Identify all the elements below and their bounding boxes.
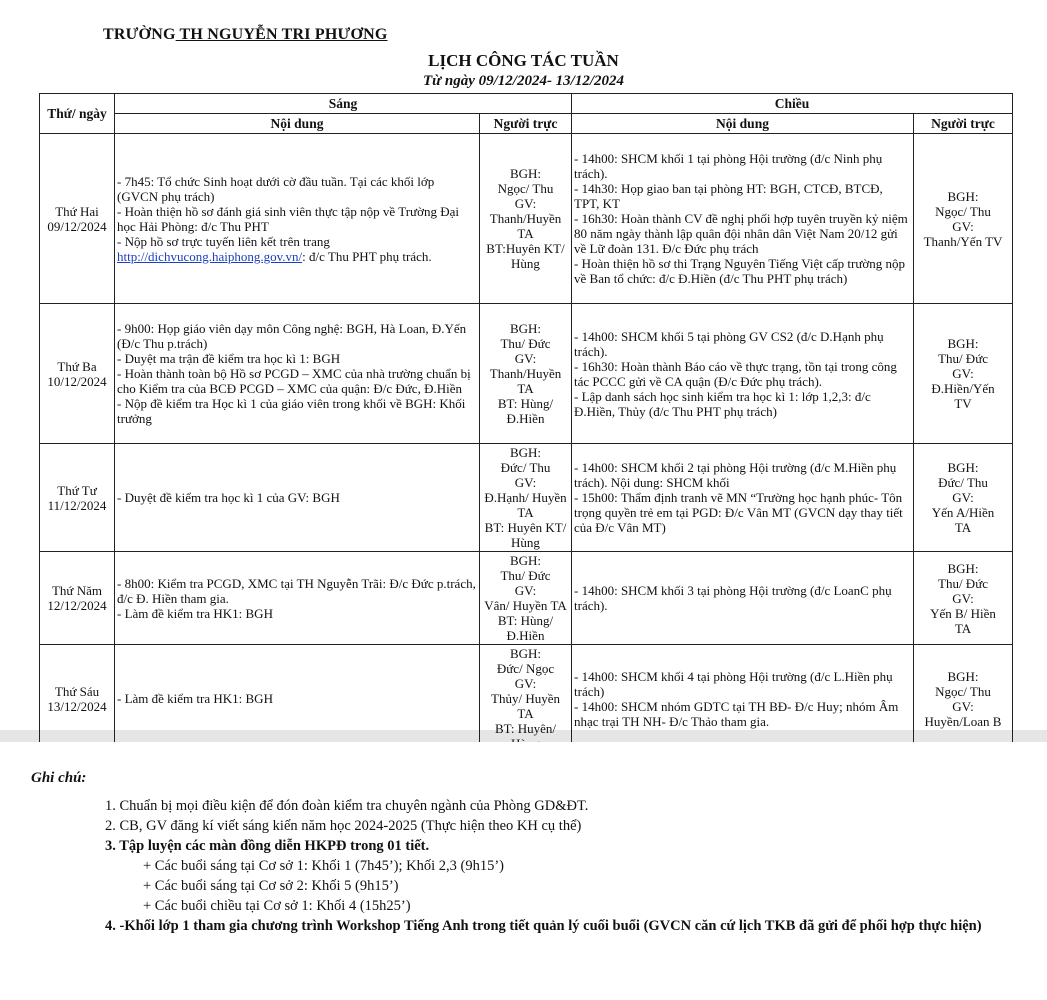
date-range: Từ ngày 09/12/2024- 13/12/2024 <box>422 73 625 89</box>
cell-line: GV: <box>514 583 537 598</box>
cell-line: BGH: <box>509 553 542 568</box>
cell-line: 13/12/2024 <box>47 698 107 714</box>
portal-link[interactable]: http://dichvucong.haiphong.gov.vn/ <box>117 248 303 264</box>
afternoon-duty-cell <box>914 552 1013 645</box>
cell-line: Thứ Hai <box>55 203 99 219</box>
afternoon-duty-cell <box>914 304 1013 444</box>
cell-line: Đức/ Thu <box>500 460 551 475</box>
cell-line: TA <box>954 620 972 636</box>
afternoon-content-cell <box>572 645 914 753</box>
cell-line: - 14h00: SHCM khối 2 tại phòng Hội trường (đ/c M.Hiền phụ trách). Nội dung: SHCM khối <box>574 460 897 490</box>
cell-line: BGH: <box>509 166 542 181</box>
cell-line: - 14h00: SHCM khối 1 tại phòng Hội trường (đ/c Ninh phụ trách). <box>574 151 883 181</box>
cell-line: Thứ Ba <box>57 358 97 374</box>
cell-line: Thu/ Đức <box>938 351 989 366</box>
cell-line: - Lập danh sách học sinh kiểm tra học kì 1: lớp 1,2,3: đ/c Đ.Hiền, Thủy (đ/c Thu PHT phụ trách) <box>574 388 871 419</box>
cell-line: BGH: <box>947 460 979 475</box>
schedule-row <box>40 304 1013 444</box>
cell-line: GV: <box>514 351 537 366</box>
cell-line: GV: <box>952 366 974 381</box>
note-item: + Các buổi chiều tại Cơ sở 1: Khối 4 (15h25’) <box>143 898 411 914</box>
cell-line: TV <box>954 396 972 411</box>
header-afternoon: Chiều <box>572 94 1013 114</box>
cell-line: BGH: <box>509 646 542 661</box>
note-item: + Các buổi sáng tại Cơ sở 2: Khối 5 (9h15’) <box>143 878 399 894</box>
schedule-table <box>39 93 1013 753</box>
header-afternoon-duty: Người trực <box>914 114 1013 134</box>
cell-line: Thứ Sáu <box>54 683 100 699</box>
cell-line: - 8h00: Kiểm tra PCGD, XMC tại TH Nguyễn Trãi: Đ/c Đức p.trách, đ/c Đ. Hiền tham gia. <box>117 575 476 606</box>
school-name <box>103 26 388 44</box>
cell-line: 12/12/2024 <box>47 598 107 613</box>
cell-line: BGH: <box>947 560 979 576</box>
cell-line: - 14h00: SHCM nhóm GDTC tại TH BĐ- Đ/c Huy; nhóm Âm nhạc trại TH NH- Đ/c Thảo tham gia. <box>574 698 899 729</box>
morning-duty-cell <box>480 304 572 444</box>
schedule-row <box>40 134 1013 304</box>
cell-line: BGH: <box>509 321 542 336</box>
day-cell <box>40 134 115 304</box>
cell-line: GV: <box>952 698 974 714</box>
cell-line: Thứ Năm <box>51 583 102 598</box>
note-item: 2. CB, GV đăng kí viết sáng kiến năm học 2024-2025 (Thực hiện theo KH cụ thể) <box>105 818 582 834</box>
morning-content-cell <box>115 444 480 552</box>
cell-line: - Duyệt ma trận đề kiểm tra học kì 1: BGH <box>117 351 341 366</box>
cell-line: GV: <box>952 590 974 606</box>
morning-content-cell <box>115 134 480 304</box>
morning-duty-cell <box>480 552 572 645</box>
cell-line: Thủy/ Huyền TA <box>491 691 560 721</box>
cell-line: Đ.Hạnh/ Huyền <box>484 490 567 505</box>
cell-line: Yến A/Hiền <box>931 505 995 520</box>
afternoon-duty-cell <box>914 134 1013 304</box>
header-morning: Sáng <box>115 94 572 114</box>
afternoon-duty-cell <box>914 645 1013 753</box>
header-afternoon-content: Nội dung <box>572 114 914 134</box>
day-cell <box>40 304 115 444</box>
cell-line: - 16h30: Hoàn thành Báo cáo về thực trạng, tồn tại trong công tác PCCC gửi về CA quận (Đ/c Đức phụ trách). <box>574 358 897 389</box>
afternoon-content-cell <box>572 134 914 304</box>
cell-line: TA <box>517 505 534 520</box>
cell-line: TA <box>517 381 534 396</box>
cell-line: GV: <box>514 196 537 211</box>
afternoon-content-cell <box>572 552 914 645</box>
schedule-row <box>40 444 1013 552</box>
cell-line: BT: Huyên KT/ <box>484 520 567 535</box>
cell-line: - 14h00: SHCM khối 5 tại phòng GV CS2 (đ/c D.Hạnh phụ trách). <box>574 328 884 359</box>
cell-line: TA <box>954 520 972 535</box>
cell-line: - Hoàn thiện hồ sơ đánh giá sinh viên thực tập nộp về Trường Đại học Hải Phòng: đ/c Thu PHT <box>117 203 459 234</box>
cell-line: - 14h00: SHCM khối 3 tại phòng Hội trường (đ/c LoanC phụ trách). <box>574 583 892 613</box>
cell-line: Thứ Tư <box>57 482 97 498</box>
cell-line: BT: Hùng/Đ.Hiền <box>497 613 554 643</box>
cell-line: 10/12/2024 <box>47 373 107 389</box>
schedule-row <box>40 552 1013 645</box>
header-morning-content: Nội dung <box>115 114 480 134</box>
note-item: 4. -Khối lớp 1 tham gia chương trình Workshop Tiếng Anh trong tiết quản lý cuối buổi (GVCN căn cứ lịch TKB đã gửi để phối hợp thực hiện) <box>105 918 982 934</box>
cell-line: - 14h00: SHCM khối 4 tại phòng Hội trường (đ/c L.Hiền phụ trách) <box>574 668 893 699</box>
cell-line: - Nộp hồ sơ trực tuyến liên kết trên trang http://dichvucong.haiphong.gov.vn/: đ/c Thu PHT phụ trách. <box>117 233 432 264</box>
cell-line: - 7h45: Tổ chức Sinh hoạt dưới cờ đầu tuần. Tại các khối lớp (GVCN phụ trách) <box>117 173 435 204</box>
school-name-part2: TH NGUYỄN TRI PHƯƠNG <box>175 26 388 43</box>
cell-line: Ngọc/ Thu <box>497 181 554 196</box>
cell-line: Yến B/ Hiền <box>930 605 996 621</box>
afternoon-content-cell <box>572 444 914 552</box>
morning-content-cell <box>115 552 480 645</box>
cell-line: - Nộp đề kiểm tra Học kì 1 của giáo viên trong khối về BGH: Khối trưởng <box>117 396 466 426</box>
cell-line: Huyền/Loan B <box>924 713 1002 729</box>
cell-line: Đức/ Ngọc <box>496 661 555 676</box>
cell-line: BT:Huyên KT/ <box>486 241 565 256</box>
cell-line: Đ.Hiền/Yến <box>931 381 995 396</box>
morning-content-cell <box>115 645 480 753</box>
cell-line: TA <box>517 226 534 241</box>
cell-line: Thu/ Đức <box>500 568 551 583</box>
morning-duty-cell <box>480 134 572 304</box>
schedule-row <box>40 645 1013 753</box>
cell-line: GV: <box>952 218 974 234</box>
cell-line: Hùng <box>511 256 540 271</box>
cell-line: - 9h00: Họp giáo viên dạy môn Công nghệ: BGH, Hà Loan, Đ.Yến (Đ/c Thu p.trách) <box>117 321 467 351</box>
cell-line: Thanh/Huyền <box>489 366 562 381</box>
schedule-body <box>40 134 1013 753</box>
cell-line: BT: Hùng/Đ.Hiền <box>497 396 554 426</box>
cell-line: Hùng <box>511 535 540 550</box>
cell-line: - 16h30: Hoàn thành CV đề nghị phối hợp tuyên truyền kỷ niệm 80 năm ngày thành lập quân đội nhân dân Việt Nam 20/12 gửi về Lữ đoàn 131. Đ/c Đức phụ trách <box>574 211 908 256</box>
cell-line: BGH: <box>509 445 542 460</box>
afternoon-duty-cell <box>914 444 1013 552</box>
cell-line: BGH: <box>947 188 979 204</box>
morning-duty-cell <box>480 444 572 552</box>
cell-line: Thu/ Đức <box>500 336 551 351</box>
cell-line: Ngọc/ Thu <box>935 203 991 219</box>
cell-line: Đức/ Thu <box>938 475 988 490</box>
cell-line: Thanh/Yến TV <box>923 233 1003 249</box>
cell-line: Thanh/Huyền <box>489 211 562 226</box>
cell-line: GV: <box>952 490 974 505</box>
day-cell <box>40 444 115 552</box>
cell-line: - 14h30: Họp giao ban tại phòng HT: BGH, CTCĐ, BTCĐ, TPT, KT <box>574 181 883 211</box>
cell-line: Ngọc/ Thu <box>935 683 991 699</box>
cell-line: 11/12/2024 <box>47 497 107 513</box>
cell-line: - Làm đề kiểm tra HK1: BGH <box>117 605 273 621</box>
note-item: 1. Chuẩn bị mọi điều kiện để đón đoàn kiểm tra chuyên ngành của Phòng GD&ĐT. <box>105 798 589 814</box>
day-cell <box>40 552 115 645</box>
cell-line: Vân/ Huyền TA <box>484 598 567 613</box>
cell-line: GV: <box>514 475 537 490</box>
cell-line: - Hoàn thành toàn bộ Hồ sơ PCGD – XMC của nhà trường chuẩn bị cho Kiểm tra của BCĐ PCGD – XMC của quận: Đ/c Đức, Đ.Hiền <box>117 366 471 396</box>
cell-line: GV: <box>514 676 537 691</box>
cell-line: - Hoàn thiện hồ sơ thi Trạng Nguyên Tiếng Việt cấp trường nộp về Ban tổ chức: đ/c Đ.Hiền (đ/c Thu PHT phụ trách) <box>574 256 906 286</box>
header-morning-duty: Người trực <box>480 114 572 134</box>
afternoon-content-cell <box>572 304 914 444</box>
cell-line: - 15h00: Thẩm định tranh vẽ MN “Trường học hạnh phúc- Tôn trọng quyền trẻ em tại PGD: Đ/c Vân MT (GVCN dạy thay tiết của Đ/c Vân MT) <box>574 490 903 535</box>
notes-list <box>105 796 1015 936</box>
note-item: + Các buổi sáng tại Cơ sở 1: Khối 1 (7h45’); Khối 2,3 (9h15’) <box>143 858 504 874</box>
school-name-part1: TRƯỜNG <box>103 26 176 43</box>
cell-line: Thu/ Đức <box>938 575 989 591</box>
cell-line: - Làm đề kiểm tra HK1: BGH <box>117 691 273 706</box>
cell-line: BGH: <box>947 668 979 684</box>
notes-title: Ghi chú: <box>31 770 87 786</box>
morning-duty-cell <box>480 645 572 753</box>
cell-line: 09/12/2024 <box>47 218 107 234</box>
note-item: 3. Tập luyện các màn đồng diễn HKPĐ trong 01 tiết. <box>105 838 430 854</box>
morning-content-cell <box>115 304 480 444</box>
cell-line: BT: Huyên/ <box>494 721 557 736</box>
cell-line: - Duyệt đề kiểm tra học kì 1 của GV: BGH <box>117 490 340 505</box>
cell-line: BGH: <box>947 336 979 351</box>
header-day: Thứ/ ngày <box>40 94 115 134</box>
page-title: LỊCH CÔNG TÁC TUẦN <box>428 51 619 70</box>
day-cell <box>40 645 115 753</box>
